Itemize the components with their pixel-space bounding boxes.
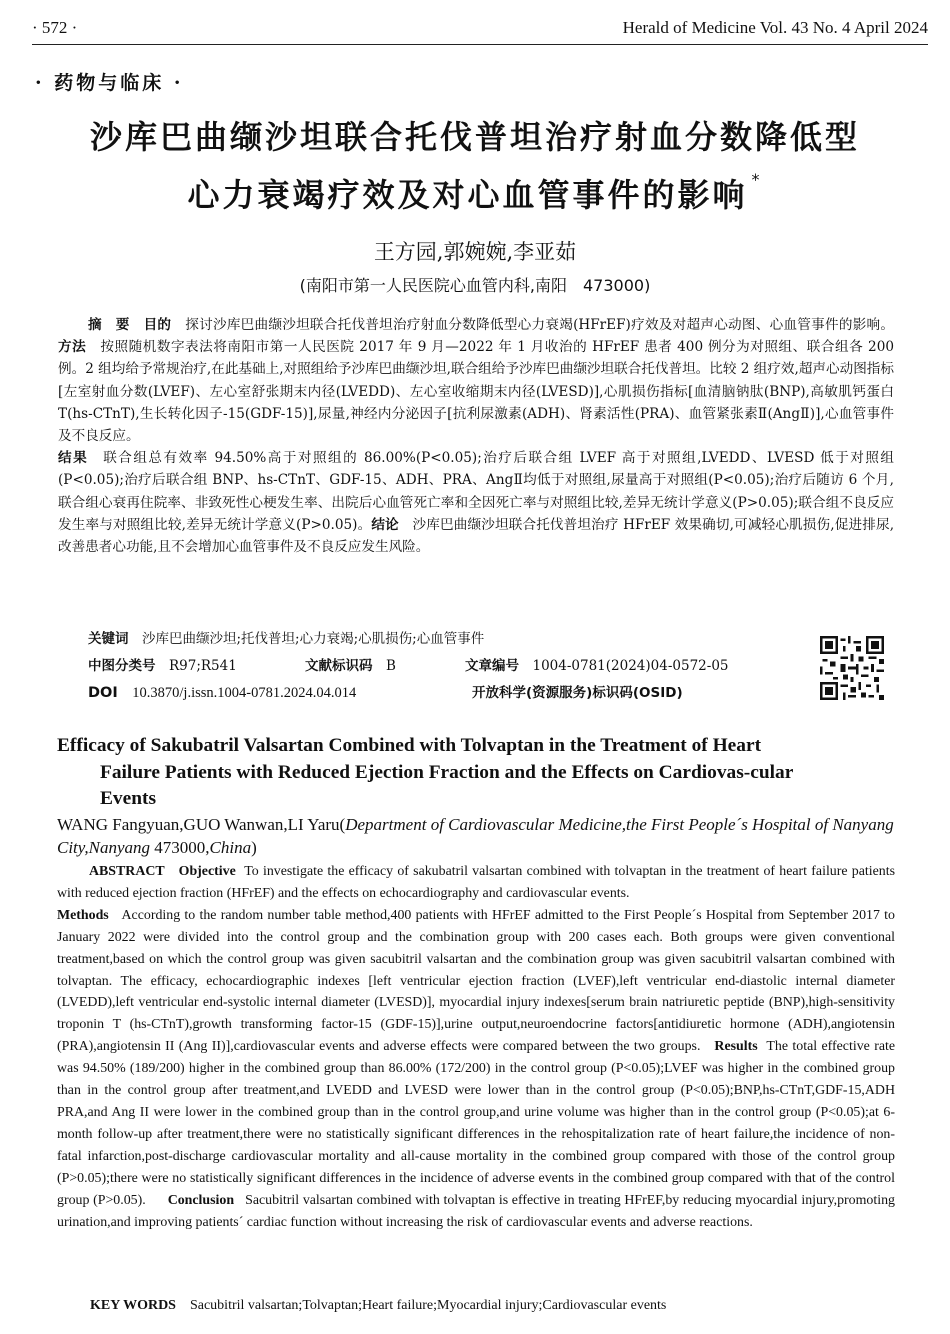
abstract-en-label: ABSTRACT [89, 864, 165, 879]
title-line-1: 沙库巴曲缬沙坦联合托伐普坦治疗射血分数降低型 [89, 118, 860, 156]
footnote-mark: * [751, 170, 763, 189]
clc-number [88, 654, 237, 674]
results-label: 结果 [58, 450, 89, 467]
clc-label: 中图分类号 [88, 658, 156, 674]
objective-text: 探讨沙库巴曲缬沙坦联合托伐普坦治疗射血分数降低型心力衰竭(HFrEF)疗效及对超声心动图、心血管事件的影响。 [185, 317, 895, 333]
english-country: China [209, 837, 252, 857]
clc-value: R97;R541 [169, 658, 237, 674]
doi-value: 10.3870/j.issn.1004-0781.2024.04.014 [132, 685, 357, 701]
english-affiliation: Department of Cardiovascular Medicine,the First People´s Hospital of Nanyang City,Nanyang [57, 815, 894, 857]
keywords-cn [88, 627, 484, 647]
objective-en-label: Objective [178, 864, 236, 879]
methods-en-label: Methods [57, 907, 109, 923]
results-text: 联合组总有效率 94.50%高于对照组的 86.00%(P<0.05);治疗后联合组 LVEF 高于对照组,LVEDD、LVESD 低于对照组(P<0.05);治疗后联合组 BNP、hs-CTnT、GDF-15、ADH、PRA、AngⅡ均低于对照组,尿量高于对照组(P<0.05);治疗后随访 6 个月,联合组心衰再住院率、非致死性心梗发生率、出院后心血管死亡率和全因死亡率与对照组比较,差异无统计学意义(P>0.05);联合组不良反应发生率与对照组比较,差异无统计学意义(P>0.05)。 [58, 450, 895, 533]
methods-text: 按照随机数字表法将南阳市第一人民医院 2017 年 9 月—2022 年 1 月收治的 HFrEF 患者 400 例分为对照组、联合组各 200 例。2 组均给予常规治疗,在此基础上,对照组给予沙库巴曲缬沙坦,联合组给予沙库巴曲缬沙坦联合托伐普坦。比较 2 组疗效,超声心动图指标[左室射血分数(LVEF)、左心室舒张期末内径(LVEDD)、左心室收缩期末内径(LVESD)],心肌损伤指标[血清脑钠肽(BNP),高敏肌钙蛋白 T(hs-CTnT),生长转化因子-15(GDF-15)],尿量,神经内分泌因子[抗利尿激素(ADH)、肾素活性(PRA)、血管紧张素Ⅱ(AngⅡ)],心血管事件及不良反应。 [58, 339, 895, 445]
osid [472, 681, 683, 701]
keywords-en-value: Sacubitril valsartan;Tolvaptan;Heart failure;Myocardial injury;Cardiovascular events [189, 1298, 667, 1313]
objective-label: 目的 [143, 317, 172, 333]
english-title-line-3: Events [100, 788, 157, 809]
english-zip: 473000, [150, 837, 210, 857]
english-close-paren: ) [251, 837, 257, 857]
keywords-en-label: KEY WORDS [90, 1298, 176, 1313]
english-title [57, 733, 897, 813]
keywords-cn-label: 关键词 [88, 631, 129, 647]
conclusion-en-text: Sacubitril valsartan combined with tolvaptan is effective in treating HFrEF,by reducing myocardial injury,promoting urination,and improving patients´ cardiac function without increasing the risk of cardiovascular events and adverse reactions. [57, 1192, 895, 1230]
article-no-value: 1004-0781(2024)04-0572-05 [532, 658, 729, 674]
english-author-names: WANG Fangyuan,GUO Wanwan,LI Yaru( [57, 815, 346, 834]
conclusion-label: 结论 [371, 516, 399, 533]
doc-code-value: B [386, 658, 396, 674]
document-code [305, 654, 396, 674]
methods-en-text: According to the random number table method,400 patients with HFrEF admitted to the First People´s Hospital from September 2017 to January 2022 were divided into the control group and the combination group with 200 cases each. Both groups were given conventional treatment,based on which the control group was given sacubitril valsartan and the combination group was given sacubitril valsartan combined with tolvaptan. The efficacy, echocardiographic indexes [left ventricular ejection fraction (LVEF),left ventricular end-diastolic internal diameter (LVEDD),left ventricular end-systolic internal diameter (LVESD)], myocardial injury indexes[serum brain natriuretic peptide (BNP),high-sensitivity troponin T (hs-CTnT),growth transforming factor-15 (GDF-15)],urine output,neuroendocrine factors[antidiuretic hormone (ADH),angiotensin (PRA),angiotensin II (Ang II)],cardiovascular events and adverse effects were compared between the two groups. [57, 907, 895, 1055]
results-en-text: The total effective rate was 94.50% (189/200) higher in the combined group than 86.00% (172/200) in the control group (P<0.05);LVEF was higher in the combined group than in the control group after treatment,and LVEDD and LVESD were lower than in the control group (P<0.05);BNP,hs-CTnT,GDF-15,ADH PRA,and Ang II were lower in the combined group than in the control group,and urine volume was higher than in the control group (P<0.05);at 6-month follow-up after treatment,there were no statistically significant differences in the rehospitalization rate of heart failure,the incidence of non-fatal infarction,post-discharge cardiovascular mortality and all-cause mortality in the combined group compared with those of the control group (P>0.05);there were no statistically significant differences in the incidence of adverse events in the combined group compared with that of the control group (P>0.05). [57, 1039, 896, 1208]
doi [88, 681, 356, 702]
title-line-2-text: 心力衰竭疗效及对心血管事件的影响 [187, 176, 748, 214]
conclusion-text: 沙库巴曲缬沙坦联合托伐普坦治疗 HFrEF 效果确切,可减轻心肌损伤,促进排尿,改善患者心功能,且不会增加心血管事件及不良反应发生风险。 [58, 516, 895, 556]
keywords-cn-value: 沙库巴曲缬沙坦;托伐普坦;心力衰竭;心肌损伤;心血管事件 [142, 631, 485, 647]
english-title-line-2: Failure Patients with Reduced Ejection Fraction and the Effects on Cardiovas-cular [100, 761, 794, 783]
methods-label: 方法 [58, 339, 87, 356]
english-authors [57, 814, 897, 859]
journal-info: Herald of Medicine Vol. 43 No. 4 April 2024 [622, 18, 928, 37]
doc-code-label: 文献标识码 [305, 658, 373, 674]
conclusion-en-label: Conclusion [167, 1192, 235, 1208]
article-no-label: 文章编号 [465, 658, 519, 674]
column-label: · 药物与临床 · [35, 72, 184, 94]
abstract-chinese [58, 314, 894, 558]
abstract-english [57, 861, 895, 1233]
qr-code-icon [820, 636, 884, 700]
affiliation: (南阳市第一人民医院心血管内科,南阳 473000) [299, 276, 651, 295]
doi-label: DOI [88, 685, 118, 701]
authors: 王方园,郭婉婉,李亚茹 [373, 240, 577, 264]
title-line-2 [0, 170, 950, 216]
osid-label: 开放科学(资源服务)标识码(OSID) [472, 685, 683, 701]
keywords-english [90, 1298, 666, 1314]
objective-en-text: To investigate the efficacy of sakubatril valsartan combined with tolvaptan in the treatment of heart failure patients with reduced ejection fraction (HFrEF) and the effects on echocardiography and cardiovascular events. [57, 864, 895, 901]
results-en-label: Results [714, 1039, 758, 1055]
page-number: · 572 · [32, 18, 78, 37]
english-title-line-1: Efficacy of Sakubatril Valsartan Combined with Tolvaptan in the Treatment of Heart [57, 735, 762, 756]
running-header [32, 14, 928, 45]
abstract-label: 摘 要 [88, 317, 130, 333]
article-number [465, 654, 729, 674]
